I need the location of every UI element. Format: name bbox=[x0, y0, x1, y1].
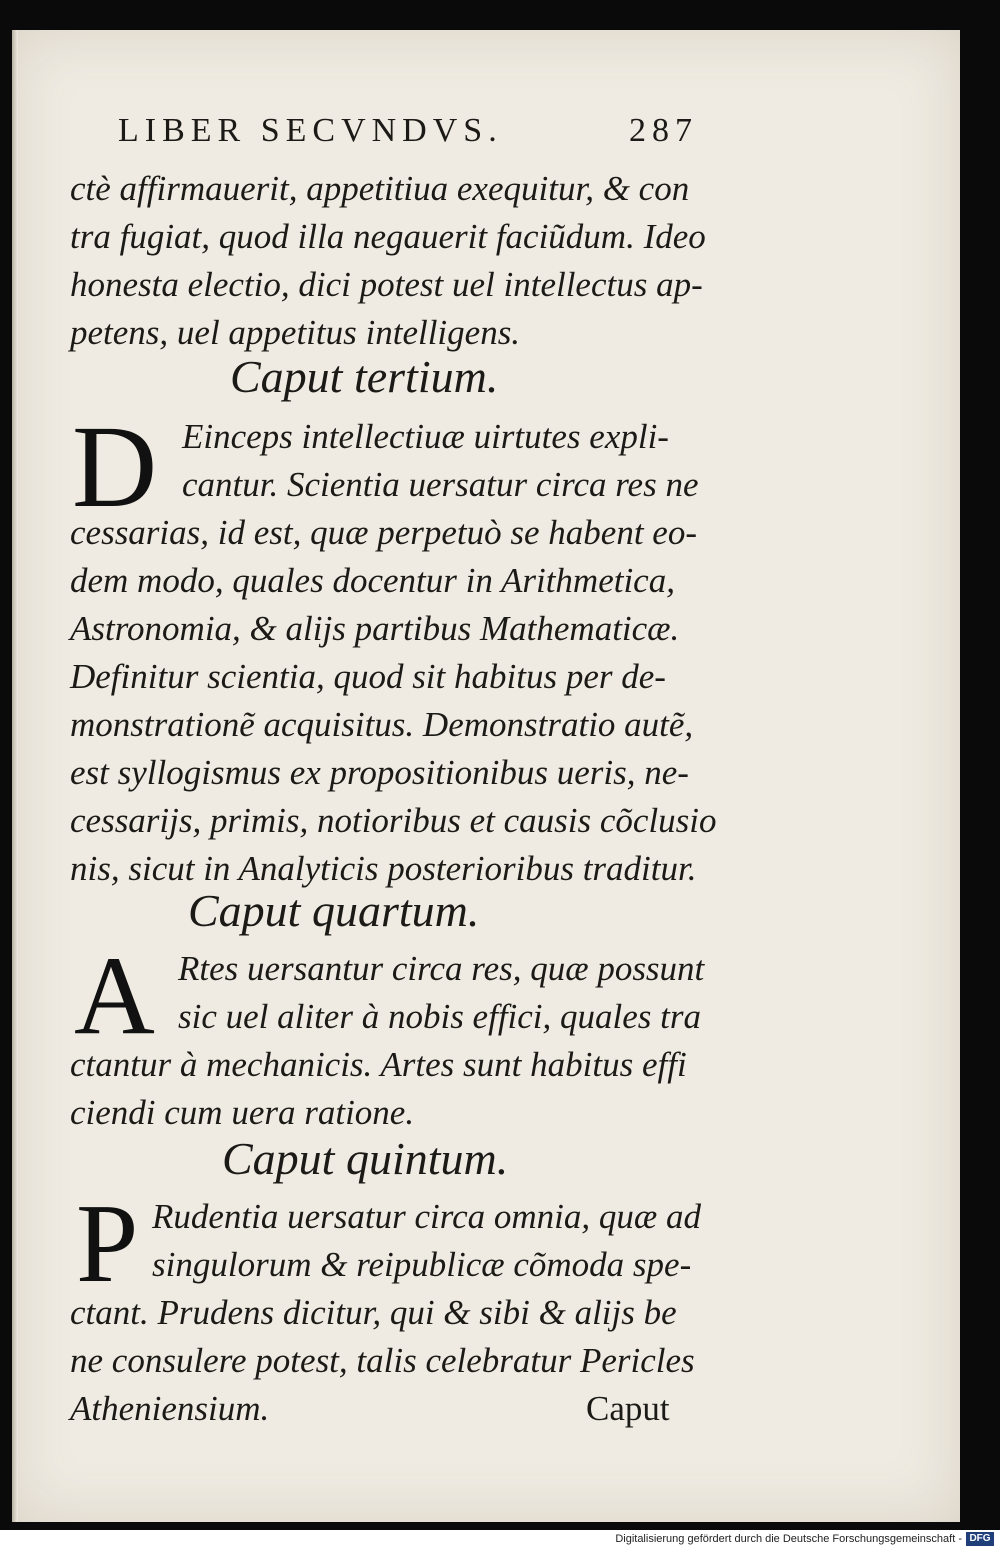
page-number: 287 bbox=[629, 112, 698, 149]
text-line: Rudentia uersatur circa omnia, quæ ad bbox=[152, 1197, 701, 1236]
dfg-logo: DFG bbox=[966, 1532, 994, 1546]
text-line: ctant. Prudens dicitur, qui & sibi & alijs be bbox=[70, 1293, 677, 1332]
chapter-heading: Caput quintum. bbox=[222, 1133, 509, 1184]
text-line: Rtes uersantur circa res, quæ possunt bbox=[178, 949, 705, 988]
chapter-heading: Caput quartum. bbox=[188, 885, 480, 936]
text-line: honesta electio, dici potest uel intellectus ap- bbox=[70, 265, 703, 304]
funding-credit: Digitalisierung gefördert durch die Deutsche Forschungsgemeinschaft - bbox=[615, 1533, 962, 1545]
running-head bbox=[118, 112, 698, 160]
text-line: singulorum & reipublicæ cõmoda spe- bbox=[152, 1245, 692, 1284]
chapter-heading: Caput tertium. bbox=[230, 351, 499, 402]
text-line: monstrationẽ acquisitus. Demonstratio autẽ, bbox=[70, 705, 694, 744]
page-edge bbox=[12, 30, 18, 1522]
text-line: sic uel aliter à nobis effici, quales tra bbox=[178, 997, 702, 1036]
text-line: tra fugiat, quod illa negauerit faciũdum. Ideo bbox=[70, 217, 706, 256]
text-line: cessarias, id est, quæ perpetuò se habent eo- bbox=[70, 513, 697, 552]
text-line: est syllogismus ex propositionibus ueris, ne- bbox=[70, 753, 689, 792]
catchword: Caput bbox=[586, 1389, 670, 1428]
drop-cap-initial: D bbox=[72, 401, 158, 532]
running-head-title: LIBER SECVNDVS. bbox=[118, 112, 503, 149]
text-line: cantur. Scientia uersatur circa res ne bbox=[182, 465, 699, 504]
text-line: ne consulere potest, talis celebratur Pericles bbox=[70, 1341, 695, 1380]
drop-cap-initial: P bbox=[76, 1182, 139, 1306]
text-line: Atheniensium. bbox=[70, 1389, 270, 1428]
text-line: Definitur scientia, quod sit habitus per de- bbox=[70, 657, 666, 696]
text-line: ctantur à mechanicis. Artes sunt habitus effi bbox=[70, 1045, 687, 1084]
footer-bar bbox=[0, 1530, 1000, 1552]
text-line: petens, uel appetitus intelligens. bbox=[70, 313, 521, 352]
text-line: cessarijs, primis, notioribus et causis cõclusio bbox=[70, 801, 717, 840]
text-line: ciendi cum uera ratione. bbox=[70, 1093, 415, 1132]
text-line: dem modo, quales docentur in Arithmetica, bbox=[70, 561, 675, 600]
drop-cap-initial: A bbox=[74, 934, 155, 1058]
text-line: Astronomia, & alijs partibus Mathematicæ. bbox=[70, 609, 680, 648]
text-line: nis, sicut in Analyticis posterioribus traditur. bbox=[70, 849, 697, 888]
text-line: ctè affirmauerit, appetitiua exequitur, & con bbox=[70, 169, 690, 208]
text-line: Einceps intellectiuæ uirtutes expli- bbox=[182, 417, 669, 456]
